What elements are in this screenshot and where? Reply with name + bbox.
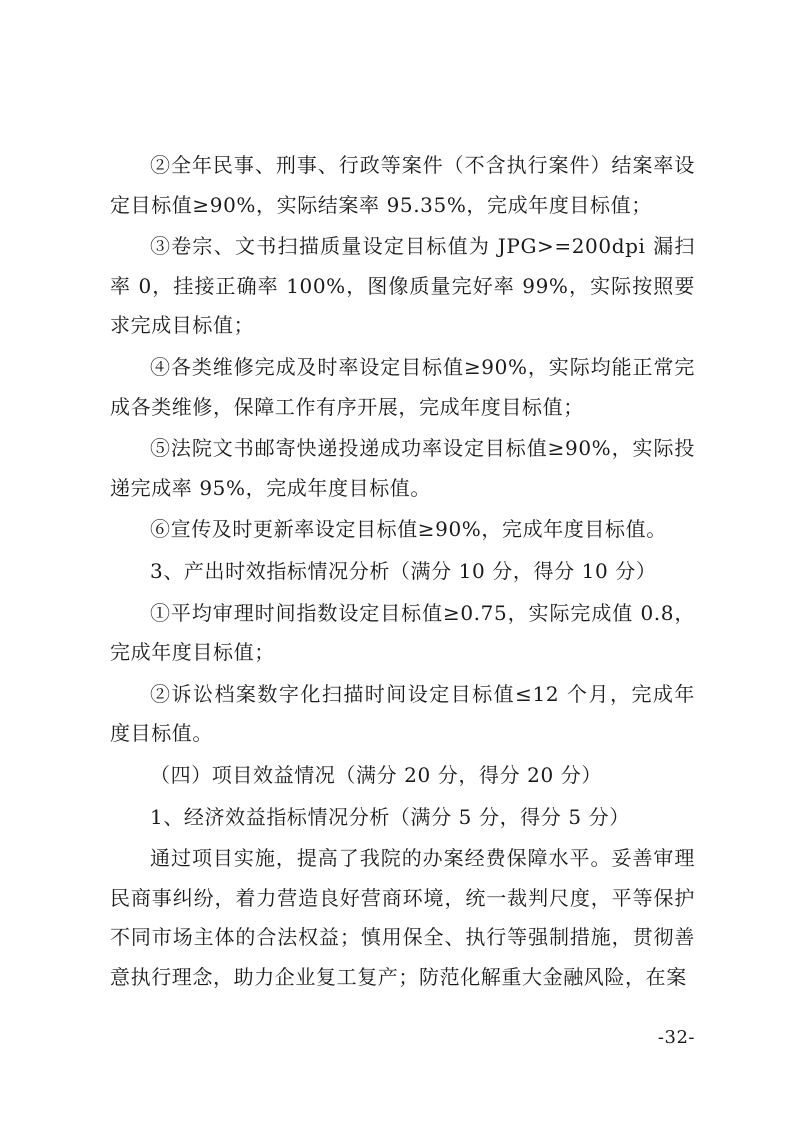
- heading-project-benefits: （四）项目效益情况（满分 20 分，得分 20 分）: [150, 762, 602, 787]
- paragraph-maintenance-rate: ④各类维修完成及时率设定目标值≥90%，实际均能正常完成各类维修，保障工作有序开展，完成年度目标值；: [110, 354, 695, 419]
- paragraph-trial-time-index: ①平均审理时间指数设定目标值≥0.75，实际完成值 0.8，完成年度目标值；: [110, 600, 695, 665]
- paragraph-case-closure-rate: ②全年民事、刑事、行政等案件（不含执行案件）结案率设定目标值≥90%，实际结案率 95.35%，完成年度目标值；: [110, 153, 695, 217]
- heading-economic-benefits: 1、经济效益指标情况分析（满分 5 分，得分 5 分）: [150, 804, 630, 829]
- heading-output-timeliness: 3、产出时效指标情况分析（满分 10 分，得分 10 分）: [150, 558, 657, 583]
- page-number: -32-: [657, 1027, 695, 1048]
- paragraph-archive-digitization-time: ②诉讼档案数字化扫描时间设定目标值≤12 个月，完成年度目标值。: [110, 681, 695, 746]
- paragraph-economic-benefits-detail: 通过项目实施，提高了我院的办案经费保障水平。妥善审理民商事纠纷，着力营造良好营商环境，统一裁判尺度，平等保护不同市场主体的合法权益；慎用保全、执行等强制措施，贯彻善意执行理念，助力企业复工复产；防范化解重大金融风险，在案: [110, 846, 695, 989]
- paragraph-mail-delivery-rate: ⑤法院文书邮寄快递投递成功率设定目标值≥90%，实际投递完成率 95%，完成年度目标值。: [110, 436, 695, 500]
- paragraph-scan-quality: ③卷宗、文书扫描质量设定目标值为 JPG>=200dpi 漏扫率 0，挂接正确率 100%，图像质量完好率 99%，实际按照要求完成目标值；: [110, 234, 695, 338]
- document-body: [110, 146, 695, 997]
- paragraph-publicity-update-rate: ⑥宣传及时更新率设定目标值≥90%，完成年度目标值。: [150, 517, 667, 542]
